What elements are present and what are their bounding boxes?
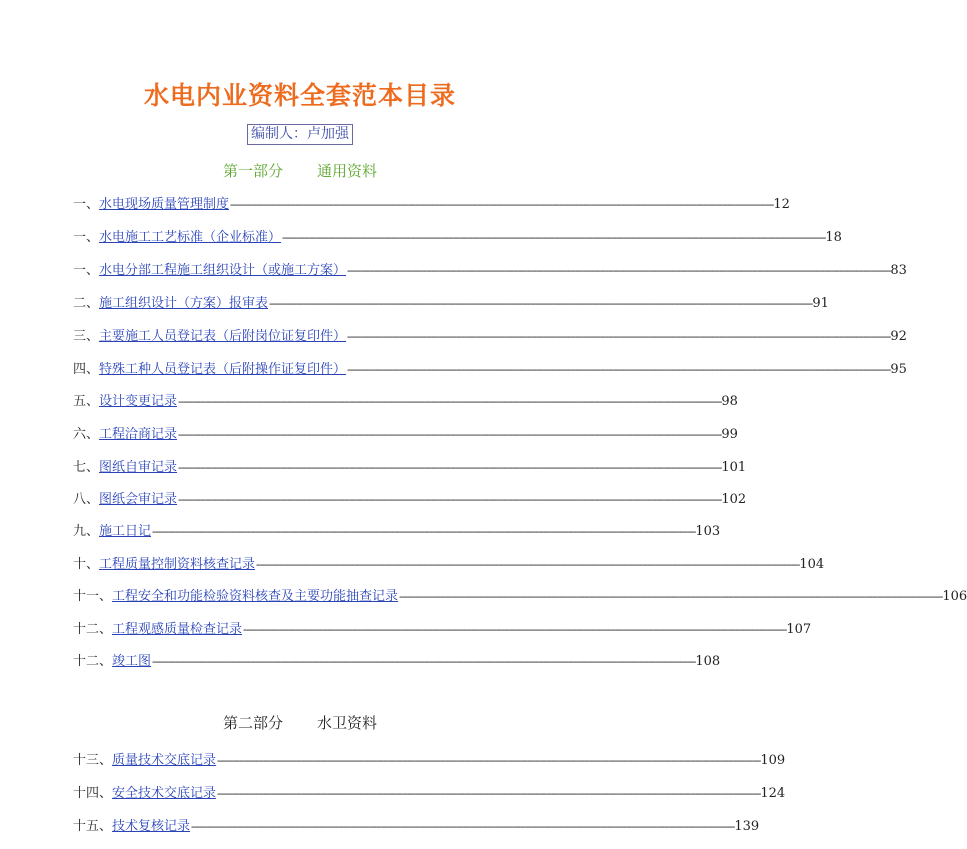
toc-entry[interactable] [73,425,738,445]
toc-entry-number: 十一、 [73,589,113,604]
toc-entry[interactable] [73,458,747,478]
dot-leader: -------------------------------------------------------------------------------------------------------------------------------------------------------------------------------------------------------- [256,558,800,571]
toc-entry-page: 92 [890,329,907,344]
toc-entry-page: 101 [721,460,747,475]
toc-entry-number: 三、 [73,329,100,344]
toc-entry[interactable] [73,784,786,804]
toc-entry[interactable] [73,195,790,215]
toc-entry-link[interactable]: 安全技术交底记录 [112,786,217,801]
dot-leader: -------------------------------------------------------------------------------------------------------------------------------------------------------------------------------------------------------- [217,754,761,767]
toc-entry-link[interactable]: 设计变更记录 [99,394,178,409]
toc-entry[interactable] [73,620,812,640]
section-part: 第二部分 [222,714,283,732]
toc-entry-page: 103 [695,524,721,539]
author-label: 编制人：卢加强 [247,124,353,145]
toc-entry-number: 一、 [73,230,100,245]
toc-entry-number: 一、 [73,263,100,278]
toc-entry-page: 102 [721,492,747,507]
dot-leader: -------------------------------------------------------------------------------------------------------------------------------------------------------------------------------------------------------- [178,395,722,408]
dot-leader: -------------------------------------------------------------------------------------------------------------------------------------------------------------------------------------------------------- [269,297,813,310]
dot-leader: -------------------------------------------------------------------------------------------------------------------------------------------------------------------------------------------------------- [191,820,735,833]
toc-entry-number: 一、 [73,197,100,212]
dot-leader: -------------------------------------------------------------------------------------------------------------------------------------------------------------------------------------------------------- [230,198,774,211]
toc-entry-number: 十四、 [73,786,113,801]
toc-entry-link[interactable]: 施工组织设计（方案）报审表 [99,296,269,311]
toc-entry-page: 99 [721,427,738,442]
section-part: 第一部分 [222,162,283,180]
toc-entry-number: 八、 [73,492,100,507]
toc-entry-page: 104 [799,557,825,572]
toc-entry-page: 109 [760,753,786,768]
toc-entry-page: 12 [773,197,790,212]
dot-leader: -------------------------------------------------------------------------------------------------------------------------------------------------------------------------------------------------------- [152,525,696,538]
toc-entry-link[interactable]: 特殊工种人员登记表（后附操作证复印件） [99,362,347,377]
toc-entry-page: 107 [786,622,812,637]
dot-leader: -------------------------------------------------------------------------------------------------------------------------------------------------------------------------------------------------------- [347,264,891,277]
toc-entry-page: 139 [734,819,760,834]
toc-entry-number: 十、 [73,557,100,572]
toc-entry-link[interactable]: 图纸会审记录 [99,492,178,507]
dot-leader: -------------------------------------------------------------------------------------------------------------------------------------------------------------------------------------------------------- [178,428,722,441]
toc-entry[interactable] [73,652,721,672]
toc-entry-page: 124 [760,786,786,801]
toc-entry-link[interactable]: 施工日记 [99,524,152,539]
toc-entry[interactable] [73,228,842,248]
toc-entry-link[interactable]: 工程洽商记录 [99,427,178,442]
toc-entry-number: 四、 [73,362,100,377]
toc-entry-link[interactable]: 图纸自审记录 [99,460,178,475]
section-heading-plumbing [0,712,600,733]
toc-entry-link[interactable]: 工程安全和功能检验资料核查及主要功能抽查记录 [112,589,399,604]
toc-entry-number: 六、 [73,427,100,442]
dot-leader: -------------------------------------------------------------------------------------------------------------------------------------------------------------------------------------------------------- [178,461,722,474]
toc-entry-link[interactable]: 工程观感质量检查记录 [112,622,243,637]
section-heading-general [0,160,600,181]
toc-entry[interactable] [73,817,760,837]
toc-entry-page: 108 [695,654,721,669]
dot-leader: -------------------------------------------------------------------------------------------------------------------------------------------------------------------------------------------------------- [152,655,696,668]
dot-leader: -------------------------------------------------------------------------------------------------------------------------------------------------------------------------------------------------------- [243,623,787,636]
toc-entry[interactable] [73,751,786,771]
document-title: 水电内业资料全套范本目录 [143,81,456,110]
toc-entry-link[interactable]: 主要施工人员登记表（后附岗位证复印件） [99,329,347,344]
author-wrap [0,123,600,145]
dot-leader: -------------------------------------------------------------------------------------------------------------------------------------------------------------------------------------------------------- [282,231,826,244]
toc-entry-link[interactable]: 水电施工工艺标准（企业标准） [99,230,282,245]
toc-entry-page: 106 [942,589,967,604]
toc-entry[interactable] [73,261,907,281]
dot-leader: -------------------------------------------------------------------------------------------------------------------------------------------------------------------------------------------------------- [178,493,722,506]
dot-leader: -------------------------------------------------------------------------------------------------------------------------------------------------------------------------------------------------------- [217,787,761,800]
toc-entry-link[interactable]: 水电分部工程施工组织设计（或施工方案） [99,263,347,278]
toc-entry-number: 五、 [73,394,100,409]
toc-entry[interactable] [73,490,747,510]
toc-entry-page: 98 [721,394,738,409]
toc-entry[interactable] [73,327,907,347]
toc-entry-link[interactable]: 水电现场质量管理制度 [99,197,230,212]
toc-entry[interactable] [73,587,967,607]
toc-entry-number: 十二、 [73,622,113,637]
toc-entry-link[interactable]: 竣工图 [112,654,152,669]
toc-entry-number: 十二、 [73,654,113,669]
toc-entry[interactable] [73,392,738,412]
section-name: 水卫资料 [317,714,378,732]
toc-entry-number: 九、 [73,524,100,539]
dot-leader: -------------------------------------------------------------------------------------------------------------------------------------------------------------------------------------------------------- [399,590,943,603]
section-name: 通用资料 [317,162,378,180]
toc-entry[interactable] [73,294,829,314]
toc-entry-page: 91 [812,296,829,311]
toc-entry-page: 83 [890,263,907,278]
toc-entry[interactable] [73,555,825,575]
toc-entry-page: 18 [825,230,842,245]
toc-entry-number: 十三、 [73,753,113,768]
toc-entry-link[interactable]: 质量技术交底记录 [112,753,217,768]
toc-entry-page: 95 [890,362,907,377]
toc-entry-number: 七、 [73,460,100,475]
dot-leader: -------------------------------------------------------------------------------------------------------------------------------------------------------------------------------------------------------- [347,363,891,376]
dot-leader: -------------------------------------------------------------------------------------------------------------------------------------------------------------------------------------------------------- [347,330,891,343]
toc-entry[interactable] [73,360,907,380]
toc-entry-number: 二、 [73,296,100,311]
toc-entry-link[interactable]: 技术复核记录 [112,819,191,834]
toc-entry-link[interactable]: 工程质量控制资料核查记录 [99,557,256,572]
toc-entry[interactable] [73,522,721,542]
toc-entry-number: 十五、 [73,819,113,834]
